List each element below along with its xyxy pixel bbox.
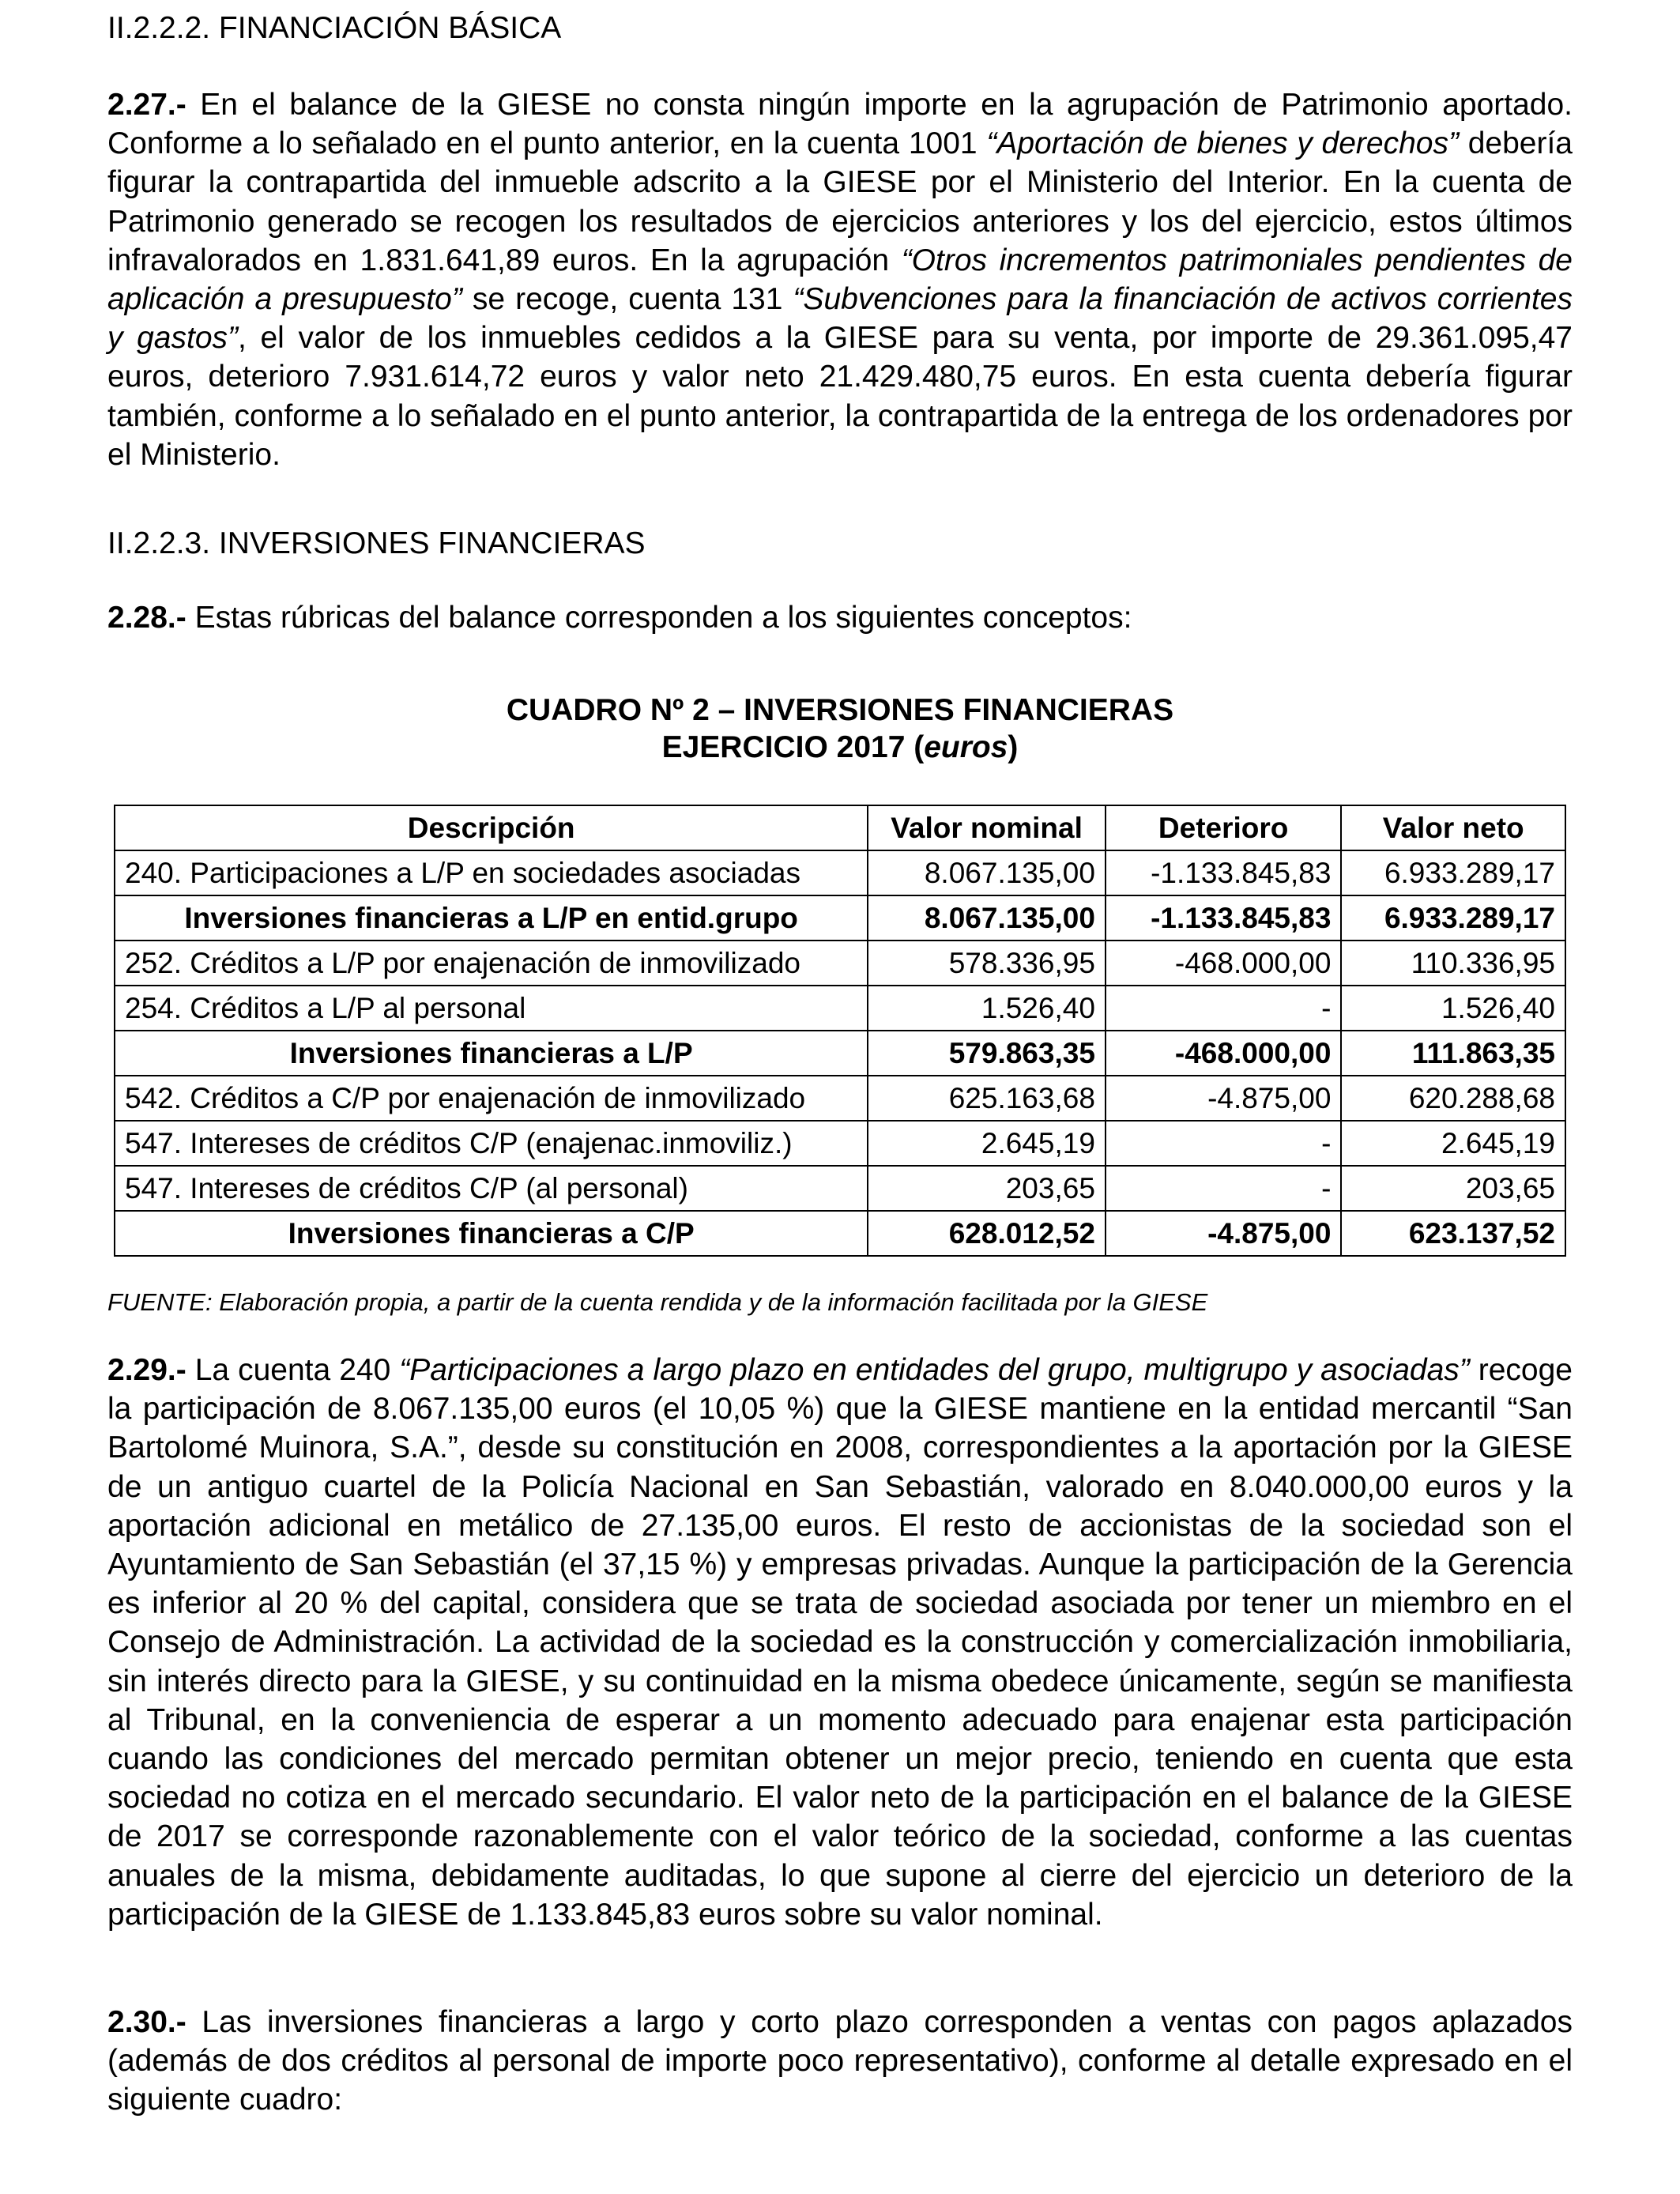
table-subtotal-row [115, 895, 1565, 941]
cell-descripcion: 252. Créditos a L/P por enajenación de inmovilizado [115, 941, 868, 986]
cell-deterioro: -4.875,00 [1106, 1211, 1342, 1256]
table-row [115, 1121, 1565, 1166]
paragraph-text: , el valor de los inmuebles cedidos a la GIESE para su venta, por importe de 29.361.095,47 euros, deterioro 7.931.614,72 euros y valor neto 21.429.480,75 euros. En esta cuenta debería figurar también, conforme a lo señalado en el punto anterior, la contrapartida de la entrega de los ordenadores por el Ministerio. [107, 321, 1573, 472]
cell-deterioro: - [1106, 1121, 1342, 1166]
cell-deterioro: -468.000,00 [1106, 1031, 1342, 1076]
cell-valor-neto: 110.336,95 [1341, 941, 1565, 986]
cell-descripcion: 240. Participaciones a L/P en sociedades asociadas [115, 850, 868, 895]
cell-descripcion: Inversiones financieras a C/P [115, 1211, 868, 1256]
cell-valor-neto: 111.863,35 [1341, 1031, 1565, 1076]
paragraph-text: Las inversiones financieras a largo y corto plazo corresponden a ventas con pagos aplazados (además de dos créditos al personal de importe poco representativo), conforme al detalle expresado en el siguiente cuadro: [107, 2005, 1573, 2117]
cell-valor-nominal: 1.526,40 [868, 986, 1106, 1031]
cell-valor-neto: 1.526,40 [1341, 986, 1565, 1031]
cell-valor-neto: 623.137,52 [1341, 1211, 1565, 1256]
cell-descripcion: Inversiones financieras a L/P [115, 1031, 868, 1076]
paragraph-quote: “Otros incrementos patrimoniales pendientes de aplicación a presupuesto” [107, 243, 1573, 317]
cell-descripcion: 547. Intereses de créditos C/P (al personal) [115, 1166, 868, 1211]
table-source-note: FUENTE: Elaboración propia, a partir de la cuenta rendida y de la información facilitada por la GIESE [107, 1288, 1208, 1316]
cell-valor-neto: 6.933.289,17 [1341, 895, 1565, 941]
table-row [115, 941, 1565, 986]
paragraph-quote: “Subvenciones para la financiación de activos corrientes y gastos” [107, 282, 1573, 356]
column-header-valor-nominal: Valor nominal [868, 805, 1106, 850]
paragraph-quote: “Participaciones a largo plazo en entidades del grupo, multigrupo y asociadas” [399, 1353, 1470, 1387]
cell-valor-nominal: 628.012,52 [868, 1211, 1106, 1256]
section-heading-inversiones-financieras: II.2.2.3. INVERSIONES FINANCIERAS [107, 526, 646, 560]
cell-deterioro: -1.133.845,83 [1106, 850, 1342, 895]
paragraph-number: 2.29.- [107, 1353, 186, 1387]
cell-valor-neto: 620.288,68 [1341, 1076, 1565, 1121]
cell-valor-nominal: 8.067.135,00 [868, 850, 1106, 895]
paragraph-text: En el balance de la GIESE no consta ningún importe en la agrupación de Patrimonio aportado. Conforme a lo señalado en el punto anterior, en la cuenta 1001 [107, 88, 1573, 161]
table-row [115, 850, 1565, 895]
column-header-valor-neto: Valor neto [1341, 805, 1565, 850]
table-row [115, 1076, 1565, 1121]
cell-descripcion: 547. Intereses de créditos C/P (enajenac.inmoviliz.) [115, 1121, 868, 1166]
paragraph-2-28 [107, 598, 1573, 637]
paragraph-text: recoge la participación de 8.067.135,00 euros (el 10,05 %) que la GIESE mantiene en la entidad mercantil “San Bartolomé Muinora, S.A.”, desde su constitución en 2008, correspondientes a la aportación por la GIESE de un antiguo cuartel de la Policía Nacional en San Sebastián, valorado en 8.040.000,00 euros y la aportación adicional en metálico de 27.135,00 euros. El resto de accionistas de la sociedad son el Ayuntamiento de San Sebastián (el 37,15 %) y empresas privadas. Aunque la participación de la Gerencia es inferior al 20 % del capital, considera que se trata de sociedad asociada por tener un miembro en el Consejo de Administración. La actividad de la sociedad es la construcción y comercialización inmobiliaria, sin interés directo para la GIESE, y su continuidad en la misma obedece únicamente, según se manifiesta al Tribunal, en la conveniencia de esperar a un momento adecuado para enajenar esta participación cuando las condiciones del mercado permitan obtener un mejor precio, teniendo en cuenta que esta sociedad no cotiza en el mercado secundario. El valor neto de la participación en el balance de la GIESE de 2017 se corresponde razonablemente con el valor teórico de la sociedad, conforme a las cuentas anuales de la misma, debidamente auditadas, lo que supone al cierre del ejercicio un deterioro de la participación de la GIESE de 1.133.845,83 euros sobre su valor nominal. [107, 1353, 1573, 1932]
cell-valor-nominal: 203,65 [868, 1166, 1106, 1211]
cell-valor-nominal: 2.645,19 [868, 1121, 1106, 1166]
column-header-descripcion: Descripción [115, 805, 868, 850]
cell-valor-nominal: 579.863,35 [868, 1031, 1106, 1076]
paragraph-number: 2.28.- [107, 601, 186, 635]
paragraph-text: debería figurar la contrapartida del inmueble adscrito a la GIESE por el Ministerio del Interior. En la cuenta de Patrimonio generado se recogen los resultados de ejercicios anteriores y los del ejercicio, estos últimos infravalorados en 1.831.641,89 euros. En la agrupación [107, 126, 1573, 277]
paragraph-text: se recoge, cuenta 131 [461, 282, 793, 317]
column-header-deterioro: Deterioro [1106, 805, 1342, 850]
table-header-row [115, 805, 1565, 850]
cell-deterioro: - [1106, 1166, 1342, 1211]
paragraph-2-30 [107, 2003, 1573, 2120]
table-caption-line-2: EJERCICIO 2017 (euros) [661, 730, 1019, 764]
paragraph-text: La cuenta 240 [186, 1353, 400, 1387]
table-row [115, 1166, 1565, 1211]
paragraph-2-29 [107, 1351, 1573, 1934]
paragraph-quote: “Aportación de bienes y derechos” [986, 126, 1459, 161]
cell-descripcion: 254. Créditos a L/P al personal [115, 986, 868, 1031]
cell-valor-nominal: 8.067.135,00 [868, 895, 1106, 941]
cell-deterioro: -4.875,00 [1106, 1076, 1342, 1121]
cell-descripcion: Inversiones financieras a L/P en entid.grupo [115, 895, 868, 941]
cell-valor-nominal: 578.336,95 [868, 941, 1106, 986]
paragraph-number: 2.27.- [107, 88, 186, 122]
cell-deterioro: - [1106, 986, 1342, 1031]
section-heading-financiacion-basica: II.2.2.2. FINANCIACIÓN BÁSICA [107, 11, 562, 45]
cell-valor-neto: 2.645,19 [1341, 1121, 1565, 1166]
cell-valor-nominal: 625.163,68 [868, 1076, 1106, 1121]
table-caption-line-1: CUADRO Nº 2 – INVERSIONES FINANCIERAS [506, 693, 1174, 727]
cell-descripcion: 542. Créditos a C/P por enajenación de inmovilizado [115, 1076, 868, 1121]
financial-investments-table [114, 805, 1566, 1257]
table-subtotal-row [115, 1031, 1565, 1076]
paragraph-number: 2.30.- [107, 2005, 186, 2039]
table-row [115, 986, 1565, 1031]
cell-deterioro: -1.133.845,83 [1106, 895, 1342, 941]
table-subtotal-row [115, 1211, 1565, 1256]
paragraph-2-27 [107, 85, 1573, 474]
cell-deterioro: -468.000,00 [1106, 941, 1342, 986]
cell-valor-neto: 6.933.289,17 [1341, 850, 1565, 895]
paragraph-text: Estas rúbricas del balance corresponden a los siguientes conceptos: [186, 601, 1132, 635]
cell-valor-neto: 203,65 [1341, 1166, 1565, 1211]
